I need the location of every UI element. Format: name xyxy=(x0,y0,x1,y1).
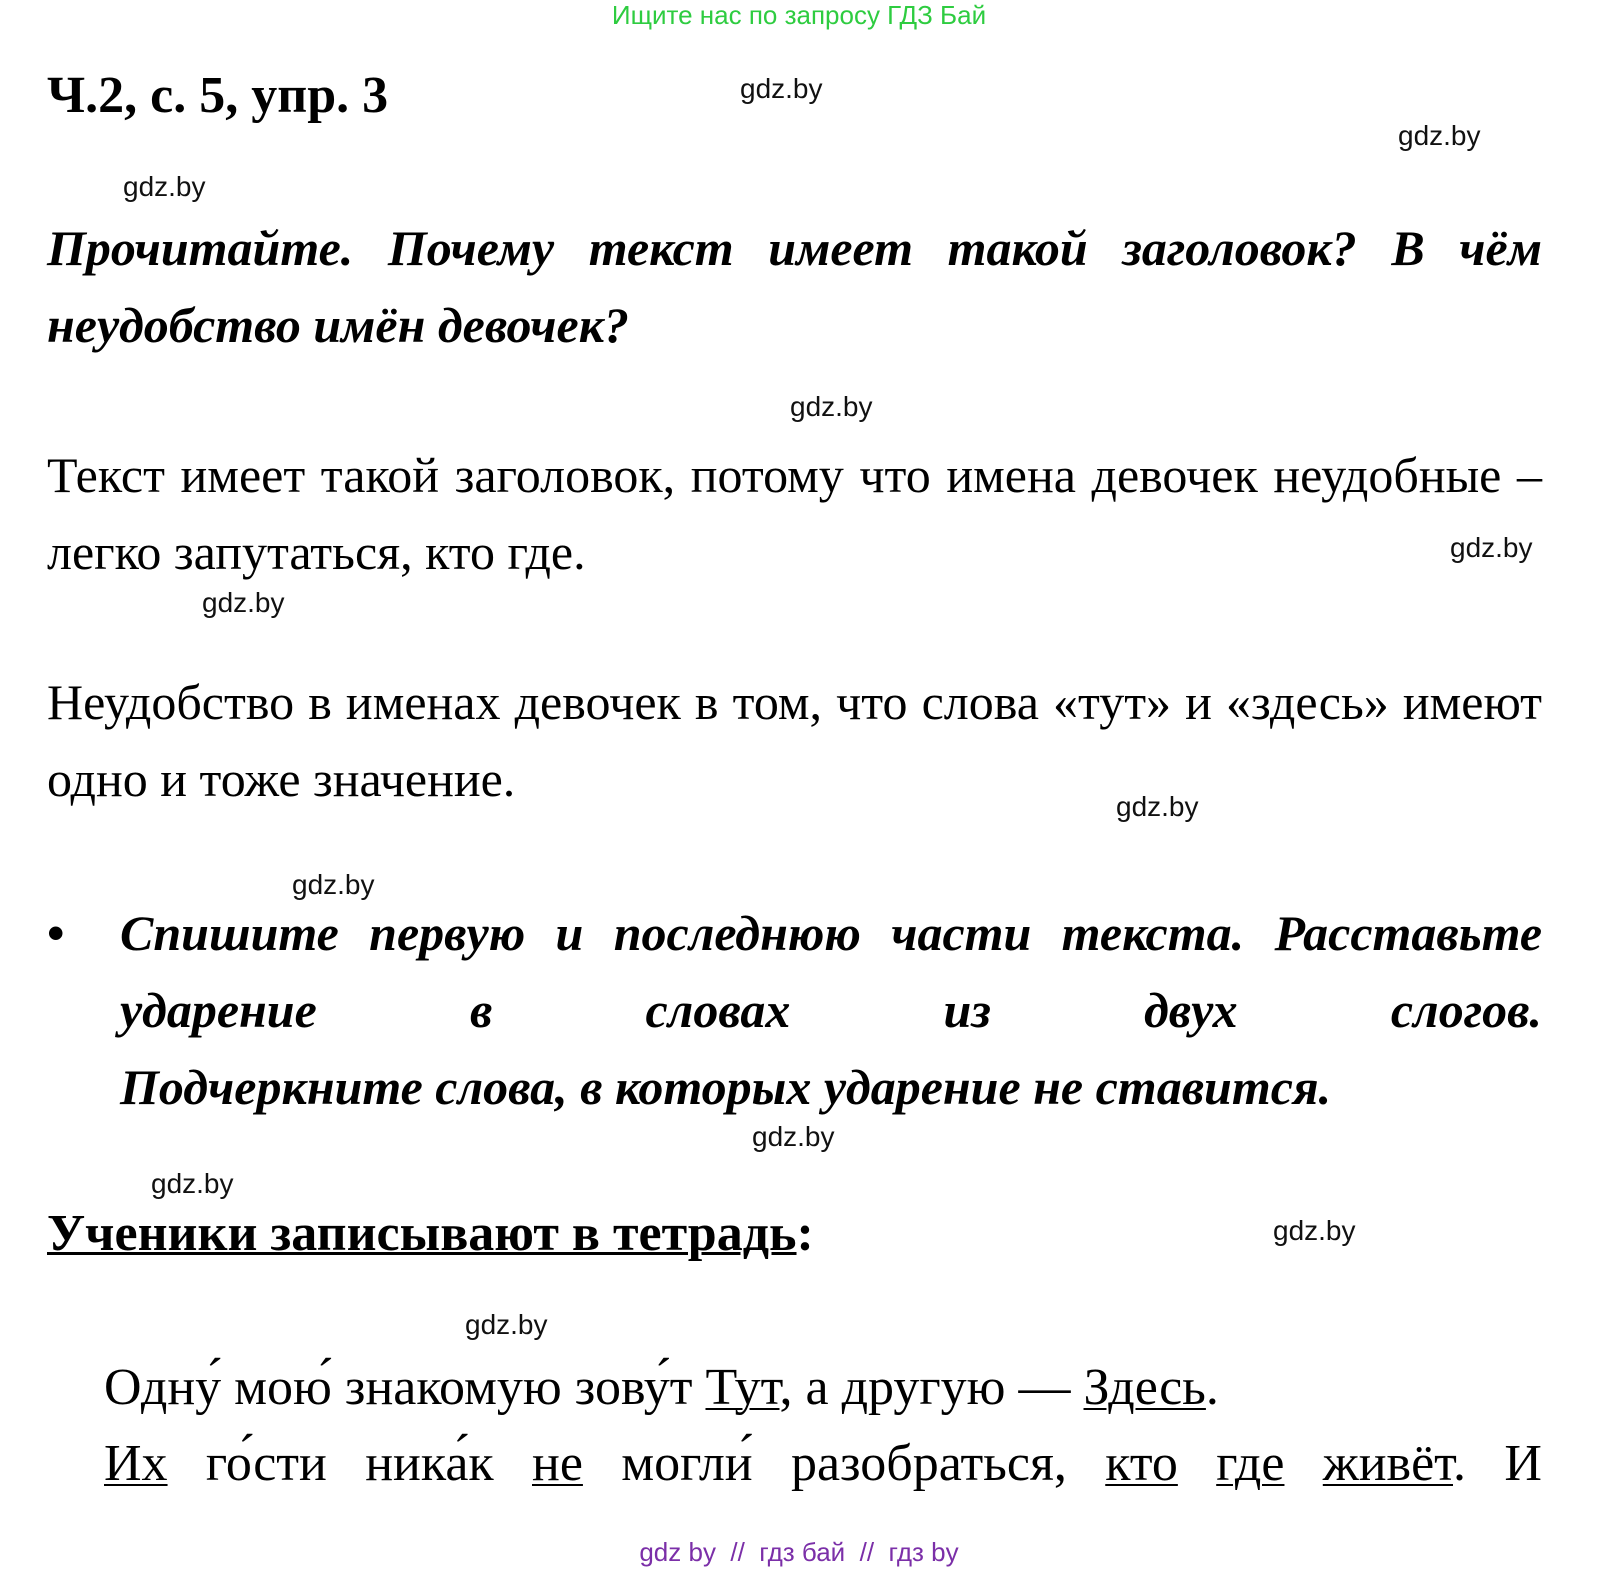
answer-paragraph-1: Текст имеет такой заголовок, потому что имена девочек неудобные – легко запутаться, кто где. xyxy=(47,447,1542,580)
example-segment: . xyxy=(1205,1359,1219,1416)
watermark: gdz.by xyxy=(1116,791,1199,822)
bullet-line-1: Спишите первую и последнюю части текста. xyxy=(120,905,1245,961)
bullet-line-2: Расставьте ударение в словах из двух слогов. xyxy=(120,905,1543,1038)
bullet-marker: • xyxy=(47,905,65,961)
watermark: gdz.by xyxy=(123,171,206,202)
example-underlined-word: Здесь xyxy=(1083,1359,1206,1416)
example-word: могли́ xyxy=(621,1435,753,1492)
task-question: Прочитайте. Почему текст имеет такой заголовок? В чём неудобство имён девочек? xyxy=(47,220,1542,353)
example-underlined-word: Тут xyxy=(705,1359,780,1416)
footer-links: gdz by // гдз бай // гдз by xyxy=(639,1537,959,1567)
watermark: gdz.by xyxy=(151,1168,234,1199)
example-line-1 xyxy=(104,1350,1542,1426)
example-underlined-word: не xyxy=(532,1435,583,1492)
watermark: gdz.by xyxy=(1450,532,1533,563)
example-underlined-word: кто xyxy=(1105,1435,1178,1492)
example-underlined-word: где xyxy=(1216,1435,1285,1492)
exercise-heading: Ч.2, с. 5, упр. 3 xyxy=(47,67,389,124)
watermark: gdz.by xyxy=(465,1309,548,1340)
watermark: gdz.by xyxy=(1398,120,1481,151)
example-line-2 xyxy=(104,1426,1542,1502)
example-word: И xyxy=(1504,1435,1542,1492)
watermark: gdz.by xyxy=(790,391,873,422)
watermark: gdz.by xyxy=(292,869,375,900)
bullet-task-text xyxy=(120,895,1542,1126)
example-underlined-word: живёт xyxy=(1322,1435,1453,1492)
answer-paragraph-2: Неудобство в именах девочек в том, что слова «тут» и «здесь» имеют одно и тоже значение. xyxy=(47,674,1542,807)
watermark: gdz.by xyxy=(202,587,285,618)
example-segment: Одну́ мою́ знакомую зову́т xyxy=(104,1359,706,1416)
search-banner: Ищите нас по запросу ГДЗ Бай xyxy=(611,0,987,30)
notebook-title xyxy=(47,1203,814,1265)
example-underlined-word: Их xyxy=(104,1435,168,1492)
watermark: gdz.by xyxy=(752,1121,835,1152)
example-word: го́сти xyxy=(205,1435,327,1492)
watermark: gdz.by xyxy=(740,73,823,104)
example-word: ника́к xyxy=(365,1435,494,1492)
notebook-title-colon: : xyxy=(796,1205,814,1262)
example-word-group xyxy=(1323,1426,1466,1502)
bullet-line-3: Подчеркните слова, в которых ударение не ставится. xyxy=(120,1059,1332,1115)
example-word: разобраться, xyxy=(790,1435,1067,1492)
watermark: gdz.by xyxy=(1273,1215,1356,1246)
notebook-title-text: Ученики записывают в тетрадь xyxy=(47,1205,797,1262)
example-punct: . xyxy=(1453,1435,1466,1492)
example-segment: , а другую — xyxy=(779,1359,1084,1416)
